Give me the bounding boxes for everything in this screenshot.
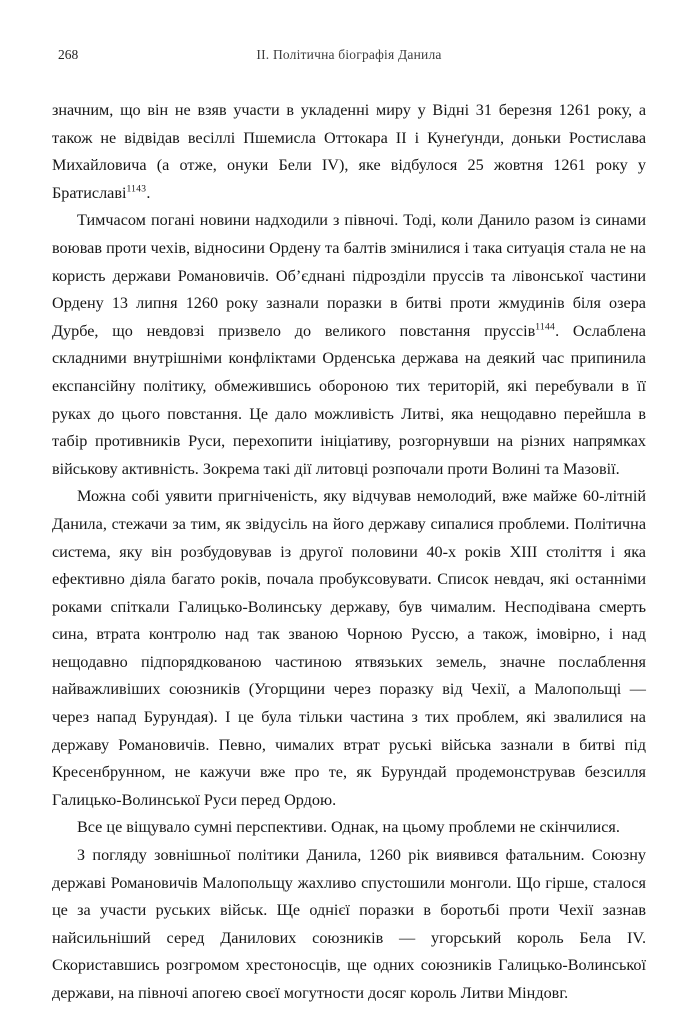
paragraph: Можна собі уявити пригніченість, яку відчував немолодий, вже майже 60-літній Данила, стежачи за тим, як звідусіль на його державу сипалися проблеми. Політична система, яку він розбудовував із другої половини 40-х років ХІІІ століття і яка ефективно діяла багато років, почала пробуксовувати. Список невдач, які останніми роками спіткали Галицько-Волинську державу, був чималим. Несподівана смерть сина, втрата контролю над так званою Чорною Руссю, а також, імовірно, і над нещодавно підпорядкованою частиною ятвязьких земель, значне послаблення найважливіших союзників (Угорщини через поразку від Чехії, а Малопольщі — через напад Бурундая). І це була тільки частина з тих проблем, які звалилися на державу Романовичів. Певно, чималих втрат руські війська зазнали в битві під Кресенбрунном, не кажучи вже про те, як Бурундай продемонстрував безсилля Галицько-Волинської Руси перед Ордою. xyxy=(52,487,646,809)
paragraph: Тимчасом погані новини надходили з півночі. Тоді, коли Данило разом із синами воював проти чехів, відносини Ордену та балтів змінилися і така ситуація стала не на користь держави Романовичів. Об’єднані підрозділи пруссів та лівонської частини Ордену 13 липня 1260 року зазнали поразки в битві проти жмудинів біля озера Дурбе, що невдовзі призвело до великого повстання пруссів$^{1144}$. Ослаблена складними внутрішніми конфліктами Орденська держава на деякий час припинила експансійну політику, обмежившись обороною тих територій, які перебували в її руках до цього повстання. Це дало можливість Литві, яка нещодавно перейшла в табір противників Руси, перехопити ініціативу, розгорнувши на різних напрямках військову активність. Зокрема такі дії литовці розпочали проти Волині та Мазовії. xyxy=(52,211,646,478)
page-body xyxy=(52,97,646,1008)
paragraph: З погляду зовнішньої політики Данила, 1260 рік виявився фатальним. Союзну державі Романовичів Малопольщу жахливо спустошили монголи. Що гірше, сталося це за участи руських військ. Ще однієї поразки в боротьбі проти Чехії зазнав найсильніший серед Данилових союзників — угорський король Бела IV. Скориставшись розгромом хрестоносців, ще одних союзників Галицько-Волинської держави, на півночі апогею своєї могутности досяг король Литви Міндовг. xyxy=(52,846,646,1002)
paragraph: Все це віщувало сумні перспективи. Однак, на цьому проблеми не скінчилися. xyxy=(77,818,620,837)
footnote-ref: 1143 xyxy=(126,184,147,195)
page-header xyxy=(52,47,646,65)
footnote-ref: 1144 xyxy=(535,322,556,333)
paragraph: значним, що він не взяв участи в укладенні миру у Відні 31 березня 1261 року, а також не відвідав весіллі Пшемисла Оттокара ІІ і Кунеґунди, доньки Ростислава Михайловича (а отже, онуки Бели IV), яке відбулося 25 жовтня 1261 року у Братиславі$^{1143}$. xyxy=(52,101,646,202)
page-number: 268 xyxy=(58,47,79,62)
running-title: ІІ. Політична біографія Данила xyxy=(256,47,442,62)
